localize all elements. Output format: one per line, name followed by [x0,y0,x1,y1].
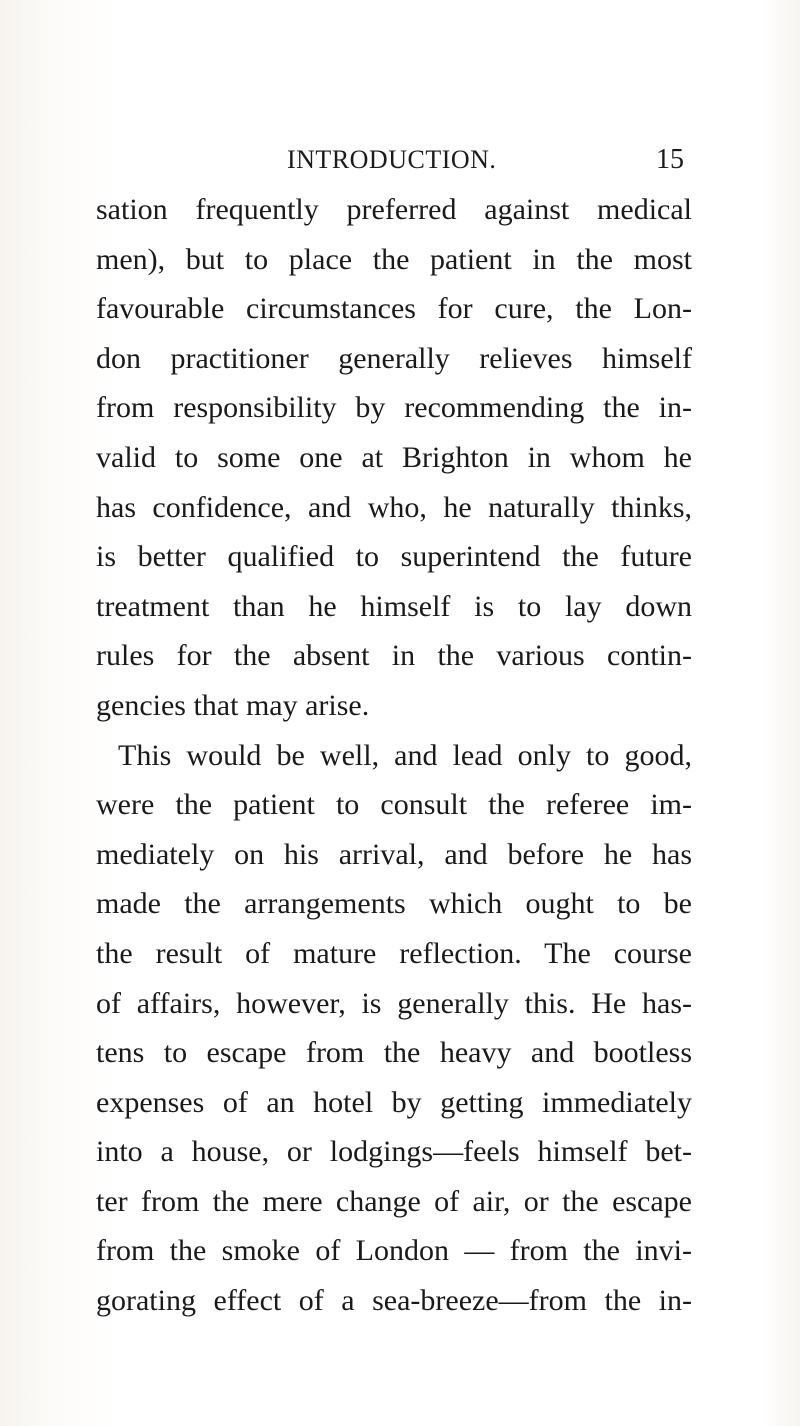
text-line: has confidence, and who, he naturally thinks, [96,490,692,524]
text-line: the result of mature reflection. The course [96,936,692,970]
text-line: men), but to place the patient in the most [96,242,692,276]
text-line: from the smoke of London — from the invi- [96,1234,692,1268]
text-line: treatment than he himself is to lay down [96,589,692,623]
text-line: were the patient to consult the referee im- [96,788,692,822]
text-line: don practitioner generally relieves himself [96,341,692,375]
text-line: of affairs, however, is generally this. He has- [96,986,692,1020]
text-line: from responsibility by recommending the in- [96,391,692,425]
page-header [0,140,800,180]
text-line: ter from the mere change of air, or the escape [96,1184,692,1218]
text-line: rules for the absent in the various contin- [96,639,692,673]
text-line: made the arrangements which ought to be [96,887,692,921]
text-line: tens to escape from the heavy and bootless [96,1036,692,1070]
text-line: sation frequently preferred against medical [96,193,692,226]
text-line: mediately on his arrival, and before he has [96,837,692,871]
text-line: expenses of an hotel by getting immediately [96,1085,692,1119]
text-line: into a house, or lodgings—feels himself bet- [96,1135,692,1169]
text-line: gorating effect of a sea-breeze—from the in- [96,1284,692,1318]
text-line: is better qualified to superintend the future [96,540,692,574]
text-line: valid to some one at Brighton in whom he [96,440,692,474]
running-title: INTRODUCTION. [287,145,497,174]
paragraph-start-line: This would be well, and lead only to good, [118,738,692,772]
text-line: favourable circumstances for cure, the Lon- [96,292,692,326]
page-number: 15 [656,144,684,175]
text-line: gencies that may arise. [96,688,370,722]
body-text [96,185,692,1326]
